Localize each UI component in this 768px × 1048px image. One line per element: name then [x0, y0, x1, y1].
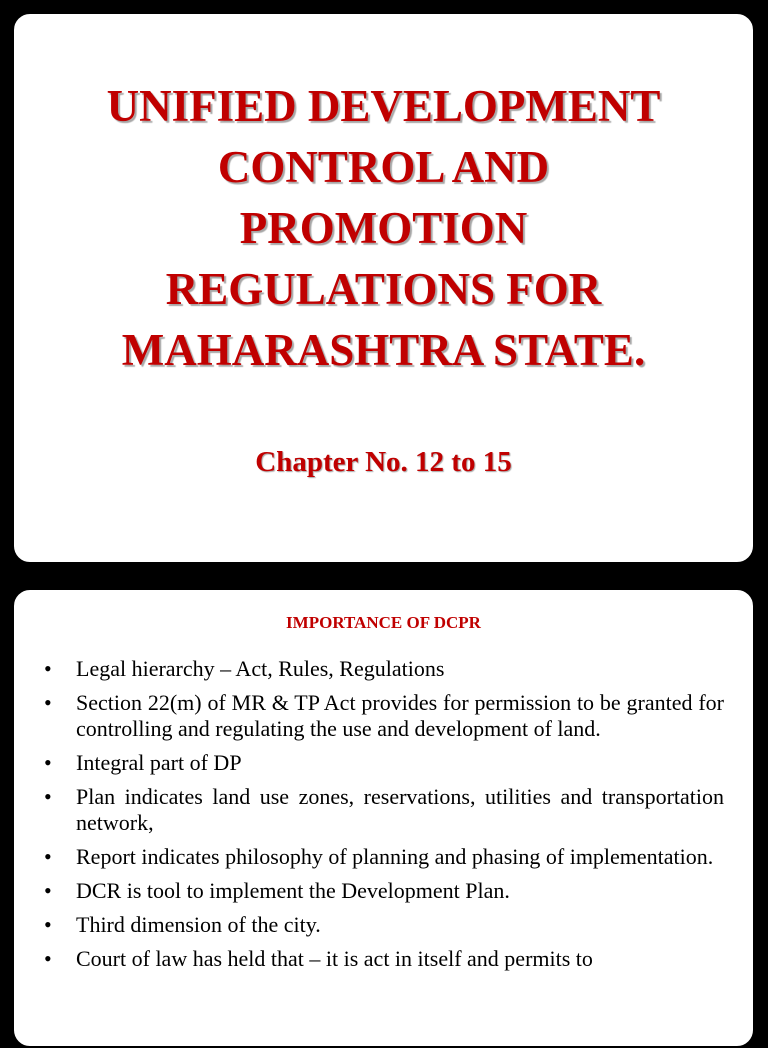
section-heading: IMPORTANCE OF DCPR: [286, 613, 481, 632]
bullet-text: Third dimension of the city.: [76, 912, 321, 937]
bullet-icon: •: [44, 844, 52, 869]
bullet-text: Integral part of DP: [76, 750, 242, 775]
bullet-icon: •: [44, 912, 52, 937]
bullet-text: Legal hierarchy – Act, Rules, Regulations: [76, 656, 445, 681]
list-item: [44, 844, 724, 870]
list-item: [44, 912, 724, 938]
bullet-icon: •: [44, 690, 52, 715]
bullet-text: Court of law has held that – it is act in itself and permits to: [76, 946, 593, 971]
bullet-text: Plan indicates land use zones, reservations, utilities and transportation network,: [76, 784, 724, 835]
list-item: [44, 656, 724, 682]
content-slide: [12, 588, 755, 1048]
title-line: MAHARASHTRA STATE.: [121, 325, 646, 375]
title-line: PROMOTION: [239, 203, 528, 253]
bullet-icon: •: [44, 878, 52, 903]
bullet-icon: •: [44, 750, 52, 775]
bullet-text: Report indicates philosophy of planning and phasing of implementation.: [76, 844, 714, 869]
chapter-subtitle: Chapter No. 12 to 15: [255, 446, 512, 478]
list-item: [44, 878, 724, 904]
list-item: [44, 750, 724, 776]
list-item: [44, 784, 724, 836]
bullet-icon: •: [44, 946, 52, 971]
title-line: CONTROL AND: [217, 142, 550, 192]
bullet-icon: •: [44, 656, 52, 681]
bullet-text: DCR is tool to implement the Development Plan.: [76, 878, 510, 903]
list-item: [44, 690, 724, 742]
title-line: UNIFIED DEVELOPMENT: [106, 81, 661, 131]
bullet-text: Section 22(m) of MR & TP Act provides for permission to be granted for controlling and regulating the use and development of land.: [76, 690, 724, 741]
document-title: [14, 76, 753, 381]
title-line: REGULATIONS FOR: [165, 264, 602, 314]
bullet-list: [44, 656, 724, 980]
title-slide: [12, 12, 755, 564]
list-item: [44, 946, 724, 972]
bullet-icon: •: [44, 784, 52, 809]
